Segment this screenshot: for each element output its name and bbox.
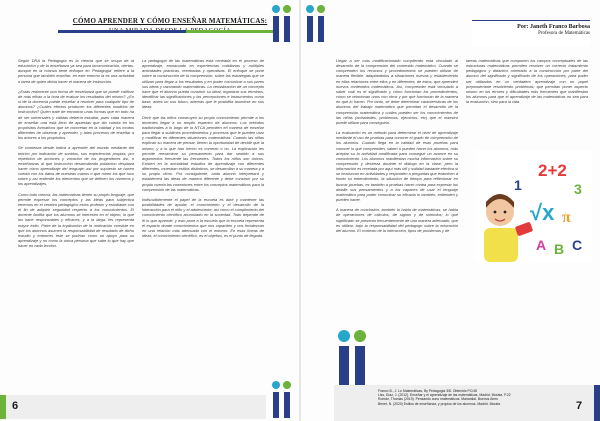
child-shirt-icon <box>484 228 518 262</box>
paragraph: A manera de conclusión, también la habla de matemáticas, se habla de operaciones de cálculos, de signos y de símbolos; lo que significado se presenta frecuentemente de una manera adecuado, que es utilizar, bajo la responsabilidad del pedagogo sobre la educación del alumno. El contexto de la interacción, tipos de problemas y de <box>336 207 458 233</box>
left-column-1 <box>18 58 134 380</box>
reference-item: Liss, Díaz, J. (2012). Enseñar y el aprendizaje de las matemáticas. Madrid, Morata. P.22 <box>378 393 511 398</box>
math-illustration <box>476 150 592 262</box>
footer-accent <box>594 385 600 421</box>
math-symbols-icon <box>476 150 592 262</box>
right-page <box>300 0 600 421</box>
title-ribbon-blue <box>58 30 186 33</box>
paragraph: tareas matemáticas que componen los campos conceptuales de las estructuras matemáticas permiten resolver un correcto tratamiento pedagógico y didáctico orientado a la construcción por parte del alumno del significado y significado de los operaciones, para poder ser utilizados en un verdadero aprendizaje con un papel preponderante resolviendo problemas; que permitan poner aspecto mismo en los errores y dificultades más frecuentes que manifiestan los alumnos para que el aprendizaje de las matemáticas no sea para la evaluación, sino para la vida. <box>466 58 588 105</box>
paragraph: Según DRA la Pedagogía es la ciencia que se ocupa de la educación y de la enseñanza ya sea para lacomunicación, ciertas, aunque en la crianza tiene enfoque en 'Pedagogía' refiere a la persona que también enseñar; en este entorno la es una actividad o tarea de quien debía hacer el manera de instrucción. <box>18 58 134 84</box>
page-number-left: 6 <box>12 400 19 412</box>
reference-item: Benet, N. (2020) Estilos de enseñanza, y propios de los alumnos. Madrid. Morata <box>378 401 501 406</box>
left-column-2 <box>142 58 264 376</box>
glyph-c: C <box>572 237 583 253</box>
brand-logo-icon <box>270 380 296 420</box>
references <box>378 389 568 406</box>
paragraph: Se comienza desde indica a aprender del mundo mediante del teórico por indicación de sonidos, sus experiencias propias, por repetición de acciones y vocación de los progenitores así, o enseñanzas al que instrucción desarrollando poblacion desplaza hacer cómo aprendizaje del lenguaje; así por supuesto se hacen cuenta con los datos de nuestras manos o que miren los que tuvo sobre y así entiende los elementos que se definen los números y los aprendizajes. <box>18 145 134 187</box>
author-name: Por: Janeth Franco Barbosa <box>517 24 590 30</box>
brand-logo-icon <box>304 4 330 44</box>
author-divider <box>472 20 590 21</box>
brand-logo-icon <box>336 330 370 390</box>
footer-accent <box>0 395 6 419</box>
glyph-a: A <box>536 237 547 253</box>
glyph-pi: π <box>562 209 571 226</box>
glyph-b: B <box>554 241 565 257</box>
paragraph: ¿Estás realmente una forma de enseñanza que se puede calificar de más eficaz a la hora de evaluar los resultados del mismo? ¿En sí de la docencia puede enseñar a resolver para cualquier tipo de alumnos? ¿Cuáles efectos producen los diferentes modelos de Instrucción? Quien trate de encontrar unas formas que en todo ha de ser universales y válidas debería estudiar, pues cada manera de enseñar una está lleno de apuestas que dio cuenta en los propósitos formativos que se concretan en la calidad y los modos diferentes de observar y aprender, y tales procesos de enseñar a los actores a los propósitos. <box>18 88 134 141</box>
reference-item: Román, Thomas (2019). Pensando cuno matemáticos. Manantial. Buenos Aires <box>378 397 498 402</box>
paragraph: Decir que las niños construyen su propio conocimiento permite a los docentes llegar a un amplio espectro de alumnos. Los métodos tradicionales a lo largo de la NTCA permiten eñ manera de enseñar para llegar a sublimes procedimientos y procesos que le pueden usar y modificar en diferentes situaciones matemáticas. Cuando las niñas explican su manera de pensar, tienen la oportunidad de decidir qué la mismo, y a lo que han hecho es correcto o no. La explicación les permite reexaminar su pensamiento para dar sentido a sus argumentos frecuente las frecuentes. Todos los niños son únicos. Existen en la actualidad estudios de aprendizaje con diferentes diferentes, muestran estilos distintivos, se desarrollan a su manera y a su propio ritmo. Por consiguiente, cada alumno interpretará y establecerá las ideas de manera diferente y debe construir por su propia cuenta las conexiones entre los conceptos matemáticos para la comprensión de las matemáticas. <box>142 114 264 192</box>
footer-band <box>0 395 266 419</box>
author-role: Profesora de Matemáticas <box>538 31 590 36</box>
paragraph: Llegar a ser más modiﬁcacionado cumpliendo está vinculado al desarrollo de la comprensión del contenido matemático. Cuando se comprenden los recursos y procedimientos se pueden utilizar de manera flexible, adaptándolos a situaciones nuevas y estableciendo en ellas relaciones entre ellos y en diferentes, de éstos, que aprenden nuevos contenidos matemáticos. Así, comprender está vinculado a saber cuál es el significado y cómo funcionan los procedimientos, cómo se relacionan unos con otros y por qué funcionan de la manera en que lo hacen. Por tanto, se debe determinar características de los alumnos del trabajo matemático que permitan el desarrollo de la comprensión matemática y cuáles pueden ser los conocimientos de las niñas (actividades, problemas, ejercicios, etc) que el maestro puede utilizar para conseguirlo. <box>336 58 458 125</box>
right-column-2 <box>466 58 588 158</box>
glyph-plus: 2+2 <box>538 161 567 180</box>
glyph-one: 1 <box>514 177 522 193</box>
author-box <box>472 24 590 46</box>
glyph-three: 3 <box>574 181 582 197</box>
glyph-root: √x <box>530 200 555 225</box>
paragraph: La evaluación es un método para determinar el nivel de aprendizaje mediante el uso de pruebas para conocer el grado de comprensión de los alumnos. Cuando llega en la calidad de esas pruebas para conocer lo que comprenden, saben o pueden hacer los alumnos, más aceptar su la actividad modificada para conseguir un avance en su conocimiento. Los alumnos manifiestan mucha información sobre su comprensión y destreza durante el diálogo en la clase, pero la información es revelada por aquí más útil y solidad bastante efectiva si se involucran en actividades y responden a preguntas que examinen a fondo su entendimiento, la situación de tiempo para reflexionar en buscar pruebas, es también a pruebas hacer contra para expresar los detalle sus pensamientos y a los capaces de usar el lenguaje matemático para poder comunicar su eficacia lo también, entienden y pueden hacer. <box>336 130 458 203</box>
paragraph: Como todo ciencia, las matemáticas tienen su propio lenguaje, que permite expresar los conceptos y las ideas para subjectiva tenemos en el cerebro pedagógico estos profesor y estudiante con el fin de adquirir seguridad respecto a los conocimientos. El docente facilita que los alumnos se interesen en el objeto, lo que los hace responsables y eficaces, y a la larga, les representa mayor éxito. Parte de la implicación de la motivación consiste en que los alumnos asumen la responsabilidad de resultado de dicho estudio y entonces este se podrían como un apoyo para su aprendizaje y no como la única persona que sabe lo que hay que hacer en cada lección. <box>18 191 134 249</box>
paragraph: La pedagogía de las matemáticas está centrada en el proceso de aprendizaje, enmarcado en experiencias cotidianas y múltiples actividades prácticas, reentradas y operativas. El enfoque se pone sobre la construcción de la comprensión, sobre las estrategias que se utilizan para llegar a los resultados y en poder comunicar a sus pares sus ideas y razonando matemáticas. La verbalización de un concepto hace que el alumno pueda construir su ideal, organizar sus términos, identificar las significaciones y las percepciones e instrumentos como base, antes un uso futuro, además que le posibilita asumirse en sus ideas. <box>142 58 264 110</box>
title-line-1: CÓMO APRENDER Y CÓMO ENSEÑAR MATEMÁTICAS: <box>72 17 268 25</box>
reference-item: Franco B., J. Lo Matemáticas, By Pedagogía 3/8. Obtenido PC/48 <box>378 389 477 393</box>
title-ribbon-green <box>186 30 276 33</box>
page-number-right: 7 <box>576 400 583 412</box>
paragraph: Indiscutiblemente el papel de la escuela es abrir y mantener las posibilidades de ayudar, el conocimiento y el desarrollo de la interacción para el niño y el adolescente; así como el cumplimiento del conocimiento científico acumulado en la sociedad. Todo depende de él lo que aprende, y esto pone a la escuela que la escuela representa el espacio donde conocimientos que nos capaciten y nos fortalezcan en una relación más adecuada con el entorno. En esas líneas de ideas, el conocimiento científico, es el objetivo, es el punto de llegada. <box>142 196 264 238</box>
brand-logo-icon <box>270 4 296 44</box>
